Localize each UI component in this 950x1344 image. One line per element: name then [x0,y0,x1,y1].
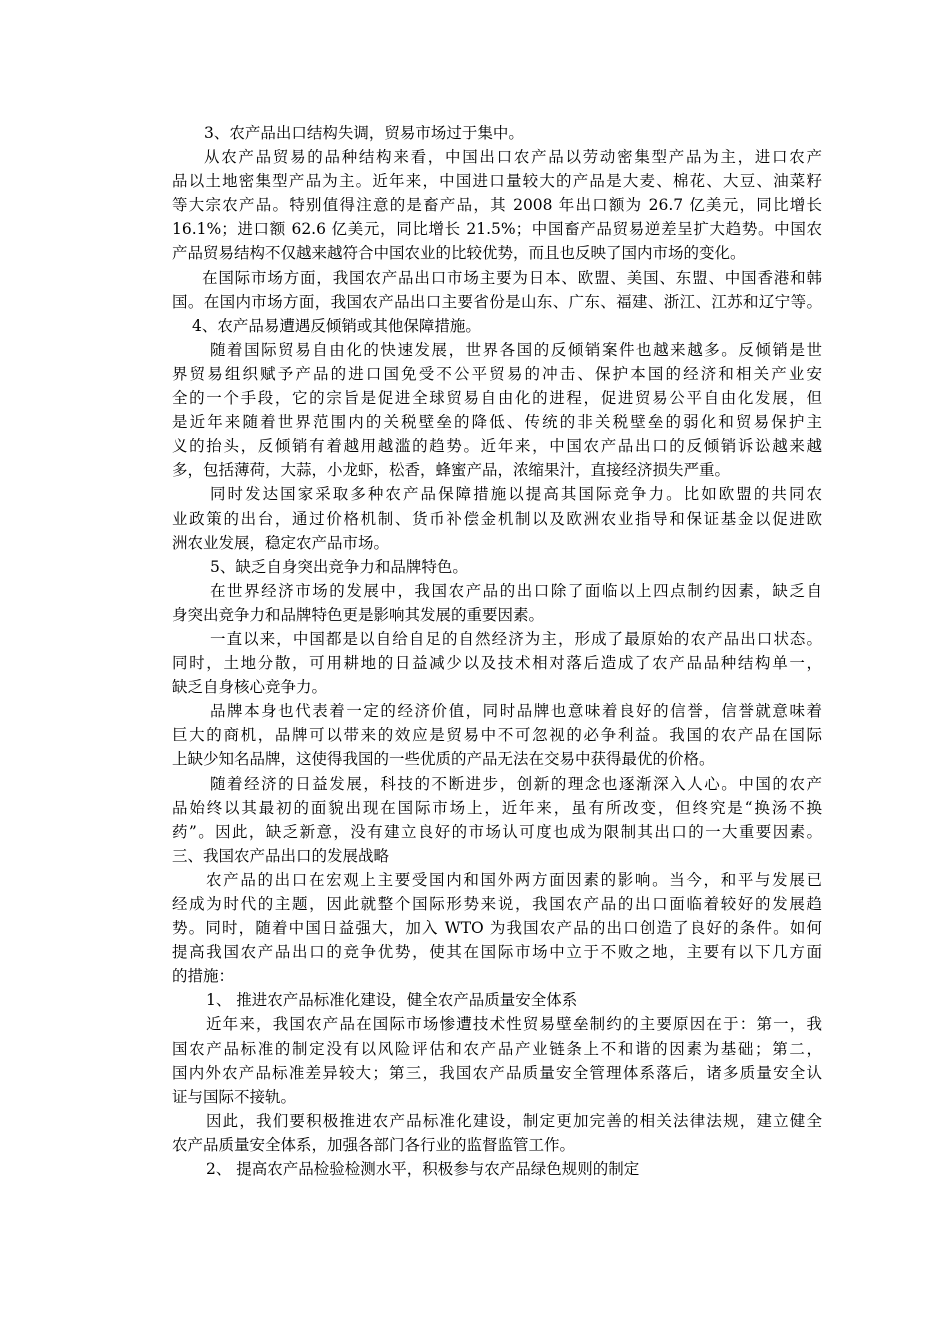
paragraph-line: 随着国际贸易自由化的快速发展，世界各国的反倾销案件也越来越多。反倾销是世 [210,340,822,359]
paragraph-line: 农产品质量安全体系，加强各部门各行业的监督监管工作。 [172,1135,576,1154]
paragraph-line: 随着经济的日益发展，科技的不断进步，创新的理念也逐渐深入人心。中国的农产 [210,774,822,793]
paragraph-line: 同时，土地分散，可用耕地的日益减少以及技术相对落后造成了农产品品种结构单一， [172,654,822,673]
paragraph-line: 在国际市场方面，我国农产品出口市场主要为日本、欧盟、美国、东盟、中国香港和韩 [202,268,822,287]
heading-3-structure-imbalance: 3、农产品出口结构失调，贸易市场过于集中。 [204,124,524,142]
paragraph-line: 多，包括薄荷，大蒜，小龙虾，松香，蜂蜜产品，浓缩果汁，直接经济损失严重。 [172,461,731,480]
paragraph-line: 经成为时代的主题，因此就整个国际形势来说，我国农产品的出口面临着较好的发展趋 [172,895,822,913]
paragraph-line: 身突出竞争力和品牌特色更是影响其发展的重要因素。 [172,605,545,624]
paragraph-line: 药”。因此，缺乏新意，没有建立良好的市场认可度也成为限制其出口的一大重要因素。 [172,822,822,841]
paragraph-line: 农产品的出口在宏观上主要受国内和国外两方面因素的影响。当今，和平与发展已 [206,870,822,889]
paragraph-line: 国。在国内市场方面，我国农产品出口主要省份是山东、广东、福建、浙江、江苏和辽宁等。 [172,292,822,311]
paragraph-line: 界贸易组织赋予产品的进口国免受不公平贸易的冲击、保护本国的经济和相关产业安 [172,364,822,383]
paragraph-line: 全的一个手段，它的宗旨是促进全球贸易自由化的进程，促进贸易公平自由化发展，但 [172,389,822,408]
document-body [172,121,822,1181]
paragraph-line: 近年来，我国农产品在国际市场惨遭技术性贸易壁垒制约的主要原因在于：第一，我 [206,1015,822,1034]
paragraph-line: 品牌本身也代表着一定的经济价值，同时品牌也意味着良好的信誉，信誉就意味着 [210,702,822,721]
paragraph-line: 同时发达国家采取多种农产品保障措施以提高其国际竞争力。比如欧盟的共同农 [210,485,822,504]
paragraph-line: 业政策的出台，通过价格机制、货币补偿金机制以及欧洲农业指导和保证基金以促进欧 [172,509,822,528]
paragraph-line: 巨大的商机，品牌可以带来的效应是贸易中不可忽视的必争利益。我国的农产品在国际 [172,726,822,745]
paragraph-line: 义的抬头，反倾销有着越用越滥的趋势。近年来，中国农产品出口的反倾销诉讼越来越 [172,437,822,456]
paragraph-line: 洲农业发展，稳定农产品市场。 [172,533,390,552]
paragraph-line: 提高我国农产品出口的竞争优势，使其在国际市场中立于不败之地，主要有以下几方面 [172,943,822,962]
paragraph-line: 国农产品标准的制定没有以风险评估和农产品产业链条上不和谐的因素为基础；第二， [172,1039,822,1058]
paragraph-line: 证与国际不接轨。 [172,1087,297,1106]
section-heading-development-strategy: 三、我国农产品出口的发展战略 [172,846,390,865]
paragraph-line: 上缺少知名品牌，这使得我国的一些优质的产品无法在交易中获得最优的价格。 [172,750,715,769]
paragraph-line: 品始终以其最初的面貌出现在国际市场上，近年来，虽有所改变，但终究是“换汤不换 [172,798,822,817]
paragraph-line: 等大宗农产品。特别值得注意的是畜产品，其 2008 年出口额为 26.7 亿美元，同比增长 [172,196,822,215]
paragraph-line: 因此，我们要积极推进农产品标准化建设，制定更加完善的相关法律法规，建立健全 [206,1111,822,1130]
paragraph-line: 16.1%；进口额 62.6 亿美元，同比增长 21.5%；中国畜产品贸易逆差呈扩大趋势。中国农 [172,220,822,239]
paragraph-line: 的措施： [172,967,235,986]
heading-4-anti-dumping: 4、农产品易遭遇反倾销或其他保障措施。 [192,316,481,335]
subheading-standardization: 1、 推进农产品标准化建设，健全农产品质量安全体系 [206,991,578,1010]
paragraph-line: 是近年来随着世界范围内的关税壁垒的降低、传统的非关税壁垒的弱化和贸易保护主 [172,413,822,432]
subheading-inspection: 2、 提高农产品检验检测水平，积极参与农产品绿色规则的制定 [206,1160,640,1179]
paragraph-line: 在世界经济市场的发展中，我国农产品的出口除了面临以上四点制约因素，缺乏自 [210,581,822,600]
paragraph-line: 产品贸易结构不仅越来越符合中国农业的比较优势，而且也反映了国内市场的变化。 [172,244,746,263]
paragraph-line: 国内外农产品标准差异较大；第三，我国农产品质量安全管理体系落后，诸多质量安全认 [172,1063,822,1082]
paragraph-line: 势。同时，随着中国日益强大，加入 WTO 为我国农产品的出口创造了良好的条件。如何 [172,919,822,938]
paragraph-line: 缺乏自身核心竞争力。 [172,678,328,697]
paragraph-line: 一直以来，中国都是以自给自足的自然经济为主，形成了最原始的农产品出口状态。 [210,629,822,648]
heading-5-brand-competitiveness: 5、缺乏自身突出竞争力和品牌特色。 [210,557,468,576]
paragraph-line: 品以土地密集型产品为主。近年来，中国进口量较大的产品是大麦、棉花、大豆、油菜籽 [172,172,822,191]
paragraph-line: 从农产品贸易的品种结构来看，中国出口农产品以劳动密集型产品为主，进口农产 [204,148,822,167]
